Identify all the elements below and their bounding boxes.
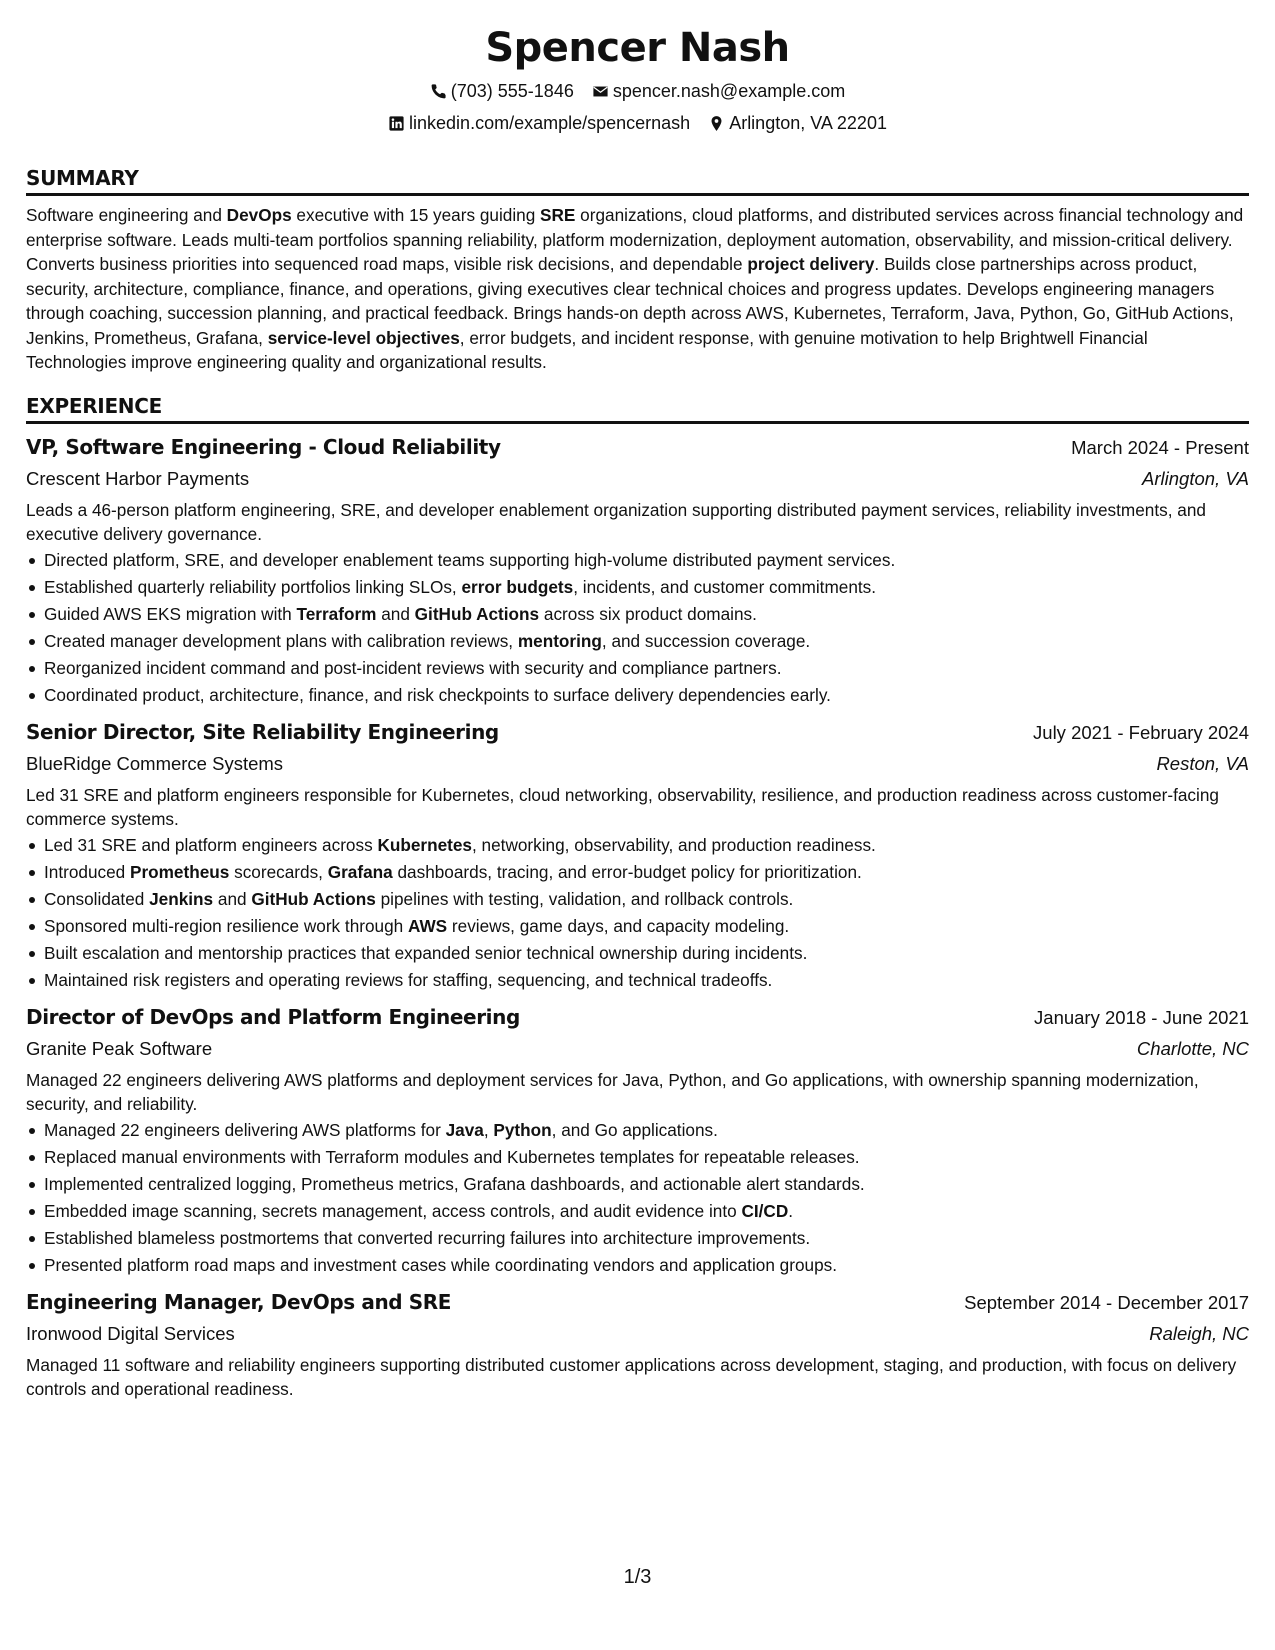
job-bullet: [26, 1144, 1249, 1171]
job-bullet: [26, 1117, 1249, 1144]
text-run: across six product domains.: [539, 603, 757, 624]
text-run: Managed 22 engineers delivering AWS platforms for: [44, 1119, 446, 1140]
bold-keyword: Jenkins: [149, 888, 214, 909]
bold-keyword: CI/CD: [741, 1200, 789, 1221]
text-run: Consolidated: [44, 888, 150, 909]
job-company: Ironwood Digital Services: [26, 1322, 235, 1344]
linkedin-url[interactable]: linkedin.com/example/spencernash: [409, 113, 691, 133]
job-subheader: [26, 748, 1249, 780]
contact-line-secondary: [26, 108, 1249, 138]
text-run: Replaced manual environments with Terraform modules and Kubernetes templates for repeatable releases.: [44, 1146, 860, 1167]
job-bullet: [26, 655, 1249, 682]
job-entry: [26, 1002, 1249, 1279]
job-subheader: [26, 1318, 1249, 1350]
text-run: Directed platform, SRE, and developer enablement teams supporting high-volume distributed payment services.: [44, 549, 896, 570]
job-bullet: [26, 547, 1249, 574]
text-run: , error budgets, and incident response, with genuine motivation to help Brightwell Financial Technologies improve engineering quality and organizational results.: [26, 327, 1148, 372]
bold-keyword: Prometheus: [130, 861, 230, 882]
job-description: Led 31 SRE and platform engineers responsible for Kubernetes, cloud networking, observability, resilience, and production readiness across customer-facing commerce systems.: [26, 784, 1219, 829]
bold-keyword: Python: [493, 1119, 552, 1140]
job-location: Raleigh, NC: [1149, 1322, 1249, 1344]
job-location: Charlotte, NC: [1136, 1037, 1249, 1059]
job-entry: [26, 717, 1249, 994]
job-bullet-list: [26, 547, 1249, 709]
text-run: , and succession coverage.: [601, 630, 811, 651]
job-company: Granite Peak Software: [26, 1037, 213, 1059]
text-run: Implemented centralized logging, Prometheus metrics, Grafana dashboards, and actionable alert standards.: [44, 1173, 865, 1194]
job-description: Leads a 46-person platform engineering, SRE, and developer enablement organization supporting distributed payment services, reliability investments, and executive delivery governance.: [26, 499, 1206, 544]
job-bullet: [26, 628, 1249, 655]
summary-heading: SUMMARY: [26, 165, 1249, 196]
bold-keyword: mentoring: [517, 630, 602, 651]
text-run: , and Go applications.: [551, 1119, 718, 1140]
text-run: Reorganized incident command and post-incident reviews with security and compliance partners.: [44, 657, 782, 678]
job-title: Director of DevOps and Platform Engineering: [26, 1004, 520, 1029]
text-run: reviews, game days, and capacity modeling.: [447, 915, 790, 936]
resume-header: [26, 22, 1249, 138]
text-run: Established quarterly reliability portfolios linking SLOs,: [44, 576, 462, 597]
job-subheader: [26, 463, 1249, 495]
experience-heading: EXPERIENCE: [26, 393, 1249, 424]
text-run: Sponsored multi-region resilience work through: [44, 915, 408, 936]
bold-keyword: DevOps: [226, 205, 292, 225]
phone-number: (703) 555-1846: [450, 81, 574, 101]
job-dates: March 2024 - Present: [1071, 436, 1249, 458]
job-bullet: [26, 913, 1249, 940]
job-bullet: [26, 682, 1249, 709]
location-text: Arlington, VA 22201: [729, 113, 887, 133]
contact-email[interactable]: [592, 76, 845, 106]
job-entry: [26, 1287, 1249, 1401]
job-company: BlueRidge Commerce Systems: [26, 752, 284, 774]
text-run: Presented platform road maps and investment cases while coordinating vendors and application groups.: [44, 1254, 837, 1275]
experience-list: [26, 432, 1249, 1401]
text-run: and: [213, 888, 252, 909]
bold-keyword: GitHub Actions: [414, 603, 540, 624]
text-run: dashboards, tracing, and error-budget policy for prioritization.: [392, 861, 862, 882]
text-run: , incidents, and customer commitments.: [573, 576, 877, 597]
job-header: [26, 1287, 1249, 1318]
text-run: scorecards,: [229, 861, 328, 882]
job-header: [26, 1002, 1249, 1033]
job-description: Managed 11 software and reliability engineers supporting distributed customer applications across development, staging, and production, with focus on delivery controls and operational readiness.: [26, 1354, 1237, 1399]
job-title: Senior Director, Site Reliability Engineering: [26, 719, 499, 744]
text-run: Guided AWS EKS migration with: [44, 603, 297, 624]
bold-keyword: project delivery: [747, 254, 875, 274]
job-bullet: [26, 967, 1249, 994]
text-run: Created manager development plans with calibration reviews,: [44, 630, 518, 651]
bold-keyword: AWS: [407, 915, 448, 936]
summary-section: [26, 165, 1249, 375]
job-header: [26, 717, 1249, 748]
job-bullet: [26, 601, 1249, 628]
text-run: Established blameless postmortems that converted recurring failures into architecture improvements.: [44, 1227, 811, 1248]
job-dates: September 2014 - December 2017: [964, 1291, 1249, 1313]
text-run: and: [376, 603, 415, 624]
text-run: Embedded image scanning, secrets management, access controls, and audit evidence into: [44, 1200, 742, 1221]
job-bullet-list: [26, 832, 1249, 994]
bold-keyword: Terraform: [296, 603, 377, 624]
text-run: Coordinated product, architecture, finance, and risk checkpoints to surface delivery dependencies early.: [44, 684, 831, 705]
bold-keyword: Java: [445, 1119, 484, 1140]
job-dates: July 2021 - February 2024: [1033, 721, 1249, 743]
text-run: Maintained risk registers and operating reviews for staffing, sequencing, and technical tradeoffs.: [44, 969, 773, 990]
job-title: Engineering Manager, DevOps and SRE: [26, 1289, 452, 1314]
contact-phone: [430, 76, 574, 106]
contact-line-primary: [26, 76, 1249, 106]
map-pin-icon: [708, 115, 725, 132]
job-bullet: [26, 574, 1249, 601]
job-bullet: [26, 832, 1249, 859]
text-run: , networking, observability, and production readiness.: [472, 834, 876, 855]
text-run: organizations, cloud platforms, and distributed services across financial technology and enterprise software. Leads multi-team portfolios spanning reliability, platform modernization, deployment automation, observability, and mission-critical delivery. Converts business priorities into sequenced road maps, visible risk decisions, and dependable: [26, 205, 1244, 274]
text-run: pipelines with testing, validation, and rollback controls.: [375, 888, 794, 909]
job-header: [26, 432, 1249, 463]
page-number: 1/3: [623, 1566, 652, 1588]
text-run: executive with 15 years guiding: [291, 205, 541, 225]
job-bullet-list: [26, 1117, 1249, 1279]
job-bullet: [26, 859, 1249, 886]
contact-linkedin[interactable]: [388, 108, 690, 138]
job-bullet: [26, 1225, 1249, 1252]
text-run: Software engineering and: [26, 205, 227, 225]
bold-keyword: SRE: [540, 205, 576, 225]
job-bullet: [26, 1198, 1249, 1225]
resume-page: [26, 22, 1249, 1401]
bold-keyword: Grafana: [327, 861, 393, 882]
job-location: Arlington, VA: [1142, 467, 1249, 489]
experience-section: [26, 393, 1249, 1401]
bold-keyword: error budgets: [461, 576, 574, 597]
candidate-name: Spencer Nash: [485, 25, 790, 71]
contact-location: [708, 108, 887, 138]
bold-keyword: Kubernetes: [377, 834, 472, 855]
job-company: Crescent Harbor Payments: [26, 467, 250, 489]
text-run: Led 31 SRE and platform engineers across: [44, 834, 378, 855]
text-run: .: [788, 1200, 794, 1221]
job-entry: [26, 432, 1249, 709]
bold-keyword: service-level objectives: [267, 327, 460, 348]
linkedin-icon: [388, 115, 405, 132]
job-location: Reston, VA: [1156, 752, 1249, 774]
summary-paragraph: [26, 203, 1249, 375]
text-run: Introduced: [44, 861, 130, 882]
email-address[interactable]: spencer.nash@example.com: [612, 81, 846, 101]
job-bullet: [26, 1252, 1249, 1279]
job-bullet: [26, 940, 1249, 967]
text-run: . Builds close partnerships across product, security, architecture, compliance, finance, and operations, giving executives clear technical choices and progress updates. Develops engineering managers through coaching, succession planning, and practical feedback. Brings hands-on depth across AWS, Kubernetes, Terraform, Java, Python, Go, GitHub Actions, Jenkins, Prometheus, Grafana,: [26, 254, 1234, 348]
envelope-icon: [592, 83, 609, 100]
job-bullet: [26, 1171, 1249, 1198]
text-run: Built escalation and mentorship practices that expanded senior technical ownership during incidents.: [44, 942, 808, 963]
job-bullet: [26, 886, 1249, 913]
job-dates: January 2018 - June 2021: [1034, 1006, 1249, 1028]
phone-icon: [430, 83, 447, 100]
job-subheader: [26, 1033, 1249, 1065]
bold-keyword: GitHub Actions: [251, 888, 376, 909]
job-description: Managed 22 engineers delivering AWS platforms and deployment services for Java, Python, and Go applications, with ownership spanning modernization, security, and reliability.: [26, 1069, 1199, 1114]
text-run: ,: [483, 1119, 494, 1140]
job-title: VP, Software Engineering - Cloud Reliability: [26, 434, 501, 459]
